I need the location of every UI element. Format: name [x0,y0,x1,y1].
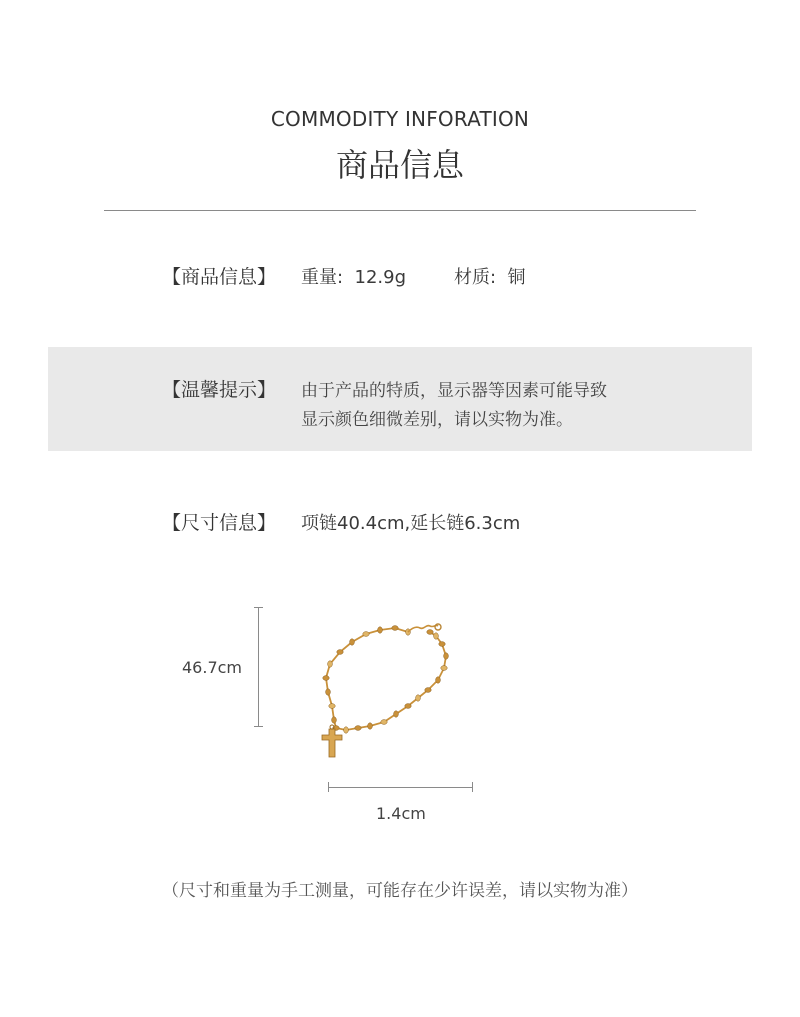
chain-bead [332,717,337,723]
footer-measurement-note: （尺寸和重量为手工测量，可能存在少许误差，请以实物为准） [162,881,638,901]
material-text: 材质: 铜 [454,267,526,288]
chain-bead [350,639,355,645]
chain-bead [363,632,369,637]
width-dimension-cap-right [472,782,473,792]
chain-bead [326,689,331,695]
height-dimension-cap-bottom [254,726,263,727]
chain-bead [416,695,421,701]
height-dimension-cap-top [254,607,263,608]
clasp-ring [435,624,441,630]
chain-bead [329,704,335,709]
notice-line-1: 由于产品的特质，显示器等因素可能导致 [301,381,607,401]
chain-bead [439,642,445,647]
header-divider [104,210,696,211]
chain-bead [392,626,398,631]
chain-line [326,628,446,730]
height-dimension-label: 46.7cm [182,658,243,677]
chain-bead [381,720,387,725]
product-info-label: 【商品信息】 [162,266,277,288]
header-title-en: COMMODITY INFORATION [270,107,530,131]
weight-text: 重量: 12.9g [301,267,407,288]
width-dimension-line [328,787,473,788]
chain-bead [323,676,329,681]
header-title-cn: 商品信息 [335,146,464,184]
necklace-chain [323,626,449,734]
cross-pendant [322,725,342,757]
chain-bead [337,650,343,655]
notice-label: 【温馨提示】 [162,379,277,401]
width-dimension-cap-left [328,782,329,792]
chain-bead [434,633,439,639]
chain-bead [436,677,441,683]
chain-bead [425,688,431,693]
chain-bead [328,661,333,667]
chain-bead [394,711,399,717]
chain-bead [378,627,383,633]
chain-bead [355,726,361,731]
chain-bead [368,723,373,729]
notice-line-2: 显示颜色细微差别，请以实物为准。 [301,410,573,430]
height-dimension-line [258,607,259,727]
chain-bead [427,630,433,635]
size-info-text: 项链40.4cm,延长链6.3cm [301,513,521,534]
chain-bead [405,704,411,709]
size-info-label: 【尺寸信息】 [162,512,277,534]
chain-bead [344,727,349,733]
chain-bead [444,653,449,659]
extender-chain [408,625,438,632]
width-dimension-label: 1.4cm [376,804,426,823]
chain-bead [441,666,447,671]
necklace-cross-pendant-image [300,610,460,775]
